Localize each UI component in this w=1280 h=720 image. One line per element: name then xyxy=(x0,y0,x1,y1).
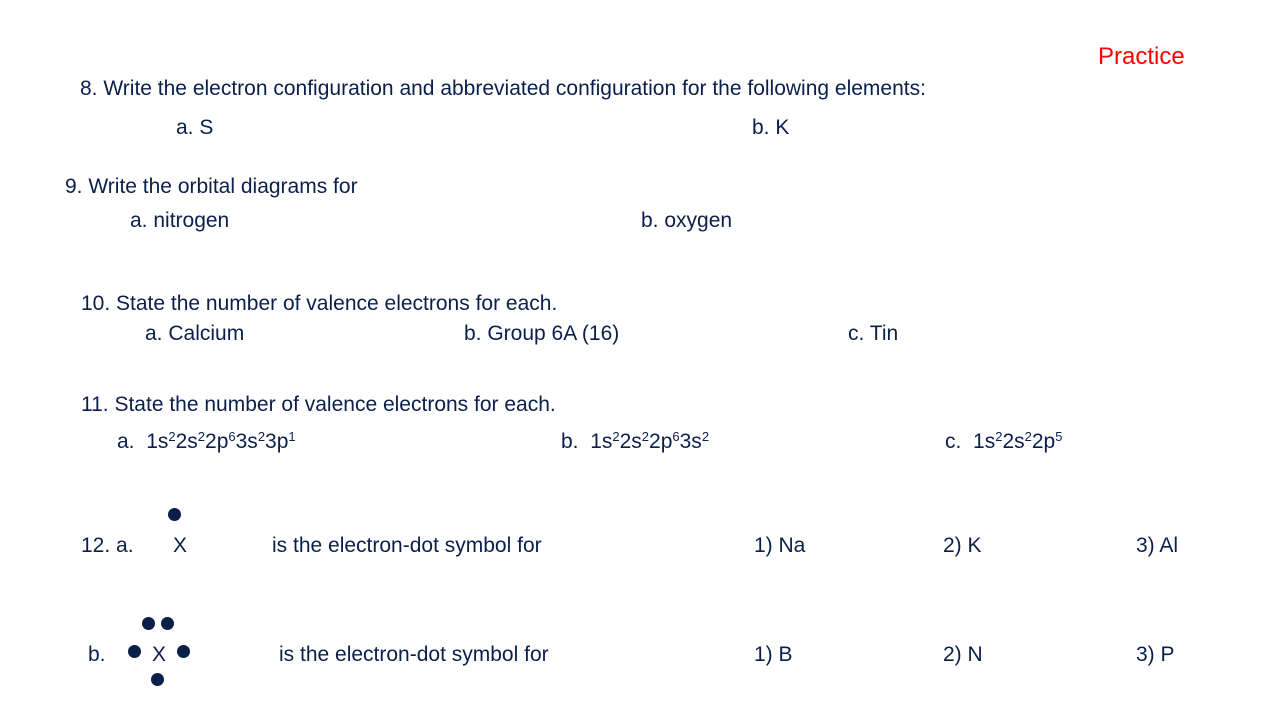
electron-count: 6 xyxy=(228,429,236,444)
electron-count: 2 xyxy=(197,429,206,444)
question-12b-symbol: X xyxy=(152,643,167,666)
question-10-option-b: b. Group 6A (16) xyxy=(464,322,620,345)
question-12b-text: is the electron-dot symbol for xyxy=(279,643,549,666)
orbital-term: 2p xyxy=(1031,430,1056,453)
orbital-term: 2s xyxy=(1002,430,1025,453)
question-12a-label: 12. a. xyxy=(81,534,134,557)
question-12b-option-2: 2) N xyxy=(943,643,983,666)
question-12b-dot-right xyxy=(177,645,190,658)
electron-count: 2 xyxy=(1024,429,1032,444)
electron-count: 2 xyxy=(641,429,650,444)
electron-count: 2 xyxy=(995,429,1003,444)
question-12a-option-3: 3) Al xyxy=(1136,534,1179,557)
question-9-option-b: b. oxygen xyxy=(641,209,733,232)
option-a-label: a. xyxy=(117,430,147,453)
orbital-term: 2s xyxy=(619,430,642,453)
question-12b-dot-left xyxy=(128,645,141,658)
electron-count: 1 xyxy=(288,429,296,444)
question-8-option-a: a. S xyxy=(176,116,214,139)
electron-count: 5 xyxy=(1055,429,1063,444)
electron-count: 2 xyxy=(612,429,620,444)
option-c-label: c. xyxy=(945,430,974,453)
page-title: Practice xyxy=(1098,43,1185,70)
orbital-term: 3p xyxy=(265,430,289,453)
question-10-option-c: c. Tin xyxy=(848,322,899,345)
orbital-term: 2p xyxy=(649,430,673,453)
question-12a-dot-top xyxy=(168,508,181,521)
question-8-option-b: b. K xyxy=(752,116,790,139)
orbital-term: 1s xyxy=(146,430,169,453)
question-12b-label: b. xyxy=(88,643,106,666)
question-11-prompt: 11. State the number of valence electrons for each. xyxy=(81,393,556,416)
option-b-configuration xyxy=(590,430,709,453)
question-12b-dot-bottom xyxy=(151,673,164,686)
electron-count: 2 xyxy=(257,429,266,444)
electron-count: 6 xyxy=(672,429,680,444)
orbital-term: 3s xyxy=(235,430,258,453)
question-11-option-a xyxy=(117,431,296,452)
option-b-label: b. xyxy=(561,430,591,453)
question-8-prompt: 8. Write the electron configuration and abbreviated configuration for the following elements: xyxy=(80,77,926,100)
question-12b-option-1: 1) B xyxy=(754,643,793,666)
question-12a-symbol: X xyxy=(173,534,188,557)
question-11-option-b xyxy=(561,431,709,452)
question-12a-text: is the electron-dot symbol for xyxy=(272,534,542,557)
orbital-term: 1s xyxy=(973,430,996,453)
question-9-option-a: a. nitrogen xyxy=(130,209,230,232)
orbital-term: 1s xyxy=(590,430,613,453)
question-12b-dot-top-left xyxy=(142,617,155,630)
option-c-configuration xyxy=(973,430,1062,453)
orbital-term: 3s xyxy=(679,430,702,453)
question-10-option-a: a. Calcium xyxy=(145,322,245,345)
option-a-configuration xyxy=(146,430,295,453)
question-11-option-c xyxy=(945,431,1062,452)
question-12b-option-3: 3) P xyxy=(1136,643,1175,666)
question-9-prompt: 9. Write the orbital diagrams for xyxy=(65,175,358,198)
question-12a-option-1: 1) Na xyxy=(754,534,806,557)
orbital-term: 2p xyxy=(205,430,229,453)
question-10-prompt: 10. State the number of valence electrons for each. xyxy=(81,292,558,315)
electron-count: 2 xyxy=(701,429,710,444)
orbital-term: 2s xyxy=(175,430,198,453)
question-12b-dot-top-right xyxy=(161,617,174,630)
question-12a-option-2: 2) K xyxy=(943,534,982,557)
electron-count: 2 xyxy=(168,429,176,444)
